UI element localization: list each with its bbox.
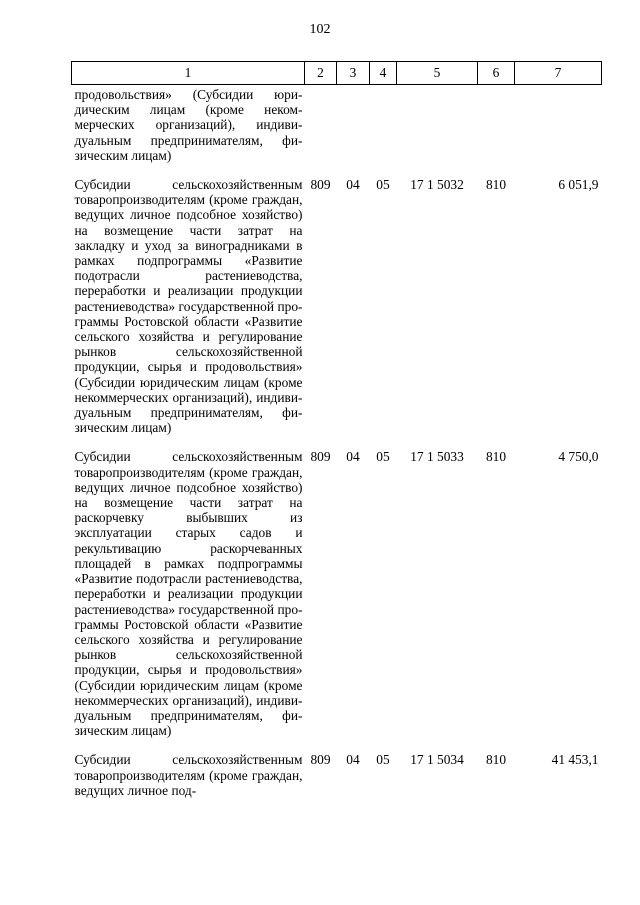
row-description: Субсидии сельскохозяйственным товаропроизводителям (кроме граждан, ведущих личное подсобное хозяйство) на возмещение части затрат на закладку и уход за виноградниками в рамках подпрограммы «Развитие подотрасли растениеводства, переработки и реализации продукции растениеводства» государственной программы Ростовской области «Развитие сельского хозяйства и регулирование рынков сельскохозяйственной продукции, сырья и продовольствия» (Субсидии юридическим лицам (кроме некоммерческих организаций), индивидуальным предпринимателям, физическим лицам): [74, 177, 303, 436]
table-body: [72, 85, 602, 802]
row-expense-type: 810: [485, 177, 507, 193]
row-section: 04: [346, 177, 360, 193]
row-expense-type: 810: [485, 449, 507, 465]
row-amount: 4 750,0: [558, 449, 599, 465]
header-col-7: 7: [515, 62, 602, 85]
header-row: [72, 62, 602, 85]
row-section: 04: [346, 449, 360, 465]
row-amount: 41 453,1: [551, 752, 599, 768]
row-target-article: 17 1 5034: [410, 752, 464, 768]
header-col-6: 6: [478, 62, 515, 85]
table-row: [72, 449, 602, 752]
row-subsection: [370, 85, 397, 178]
row-section: 04: [346, 752, 360, 768]
row-expense-type: 810: [485, 752, 507, 768]
table-row: [72, 85, 602, 178]
page-number: 102: [309, 22, 331, 37]
row-subsection: 05: [376, 752, 390, 768]
header-col-5: 5: [397, 62, 478, 85]
row-section: [337, 85, 370, 178]
budget-table: [71, 61, 602, 802]
row-description: продовольствия» (Субсидии юридическим лицам (кроме некоммерческих организаций), индивидуальным предпринимателям, физическим лицам): [74, 87, 303, 163]
table-header: [72, 62, 602, 85]
row-target-article: 17 1 5032: [410, 177, 464, 193]
row-description: Субсидии сельскохозяйственным товаропроизводителям (кроме граждан, ведущих личное под-: [74, 752, 303, 798]
row-subsection: 05: [376, 177, 390, 193]
header-col-2: 2: [305, 62, 337, 85]
header-col-3: 3: [337, 62, 370, 85]
row-description: Субсидии сельскохозяйственным товаропроизводителям (кроме граждан, ведущих личное подсобное хозяйство) на возмещение части затрат на раскорчевку выбывших из эксплуатации старых садов и рекультивацию раскорчеванных площадей в рамках подпрограммы «Развитие подотрасли растениеводства, переработки и реализации продукции растениеводства» государственной программы Ростовской области «Развитие сельского хозяйства и регулирование рынков сельскохозяйственной продукции, сырья и продовольствия» (Субсидии юридическим лицам (кроме некоммерческих организаций), индивидуальным предпринимателям, физическим лицам): [74, 449, 303, 739]
row-ministry: 809: [310, 752, 331, 768]
row-target-article: 17 1 5033: [410, 449, 464, 465]
header-col-1: 1: [72, 62, 305, 85]
row-target-article: [397, 85, 478, 178]
table-row: [72, 752, 602, 802]
row-amount: [515, 85, 602, 178]
header-col-4: 4: [370, 62, 397, 85]
table-row: [72, 177, 602, 449]
row-ministry: 809: [310, 177, 331, 193]
row-expense-type: [478, 85, 515, 178]
row-ministry: 809: [310, 449, 331, 465]
row-amount: 6 051,9: [558, 177, 599, 193]
row-ministry: [305, 85, 337, 178]
row-subsection: 05: [376, 449, 390, 465]
